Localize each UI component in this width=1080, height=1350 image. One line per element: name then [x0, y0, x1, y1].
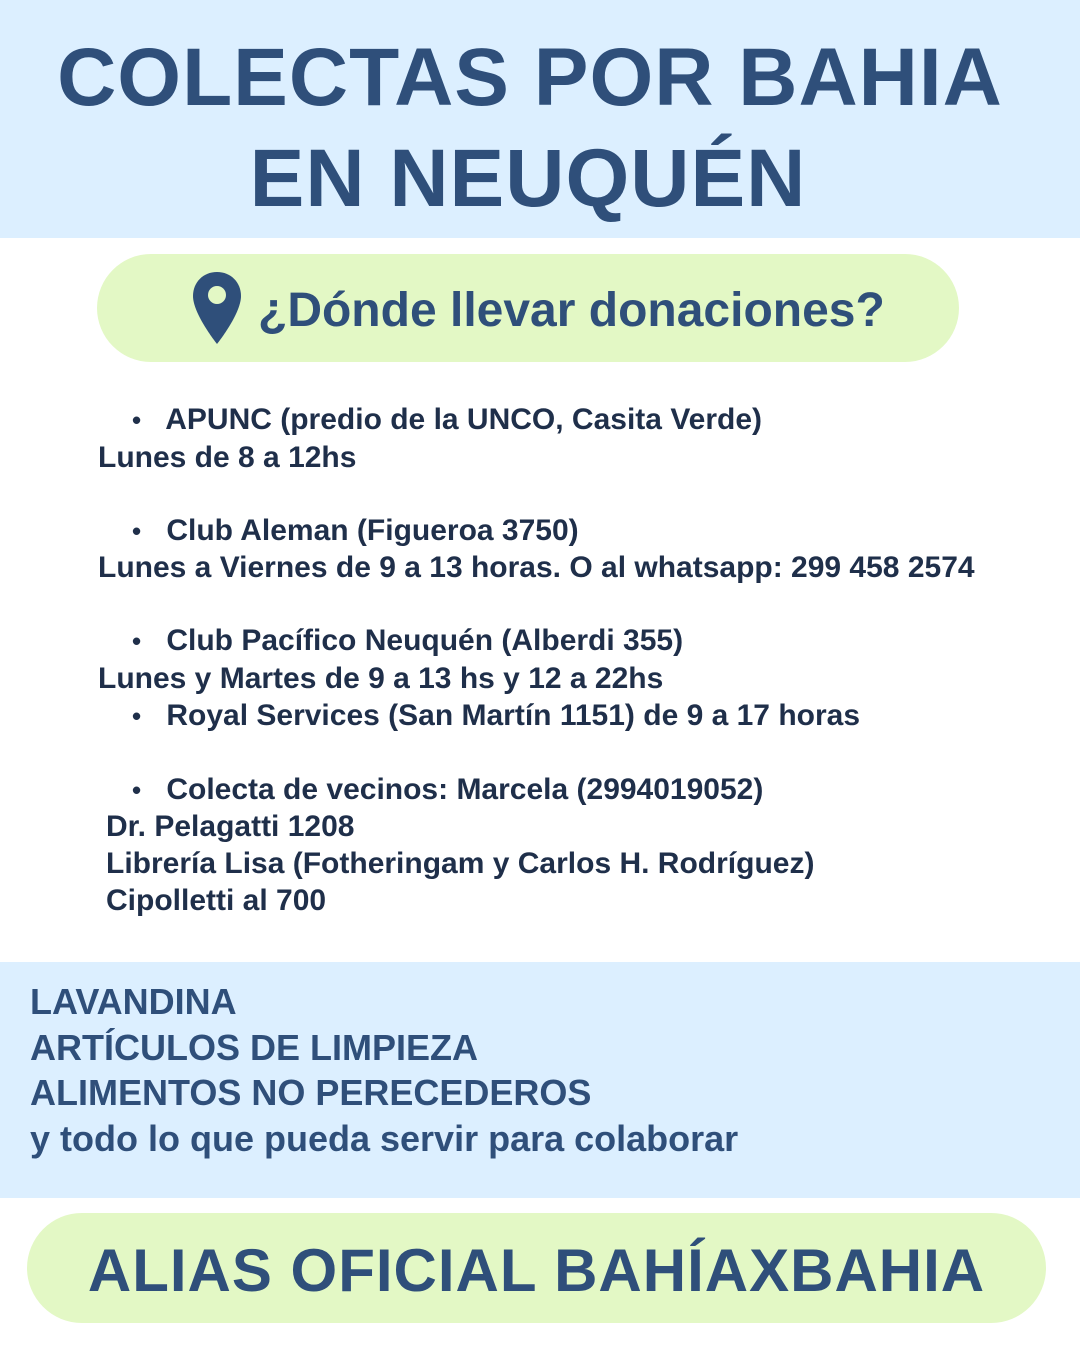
needed-item: ARTÍCULOS DE LIMPIEZA: [30, 1027, 478, 1068]
location-address: Librería Lisa (Fotheringam y Carlos H. Rodríguez): [106, 847, 815, 880]
location-address: Cipolletti al 700: [106, 884, 327, 917]
donation-location-heading: ¿Dónde llevar donaciones?: [258, 284, 885, 337]
location-name: Club Aleman (Figueroa 3750): [166, 514, 579, 547]
location-name: Royal Services (San Martín 1151) de 9 a 17 horas: [166, 699, 861, 732]
location-club-aleman: [132, 513, 579, 549]
location-name: APUNC (predio de la UNCO, Casita Verde): [165, 403, 763, 436]
location-club-aleman-hours: Lunes a Viernes de 9 a 13 horas. O al whatsapp: 299 458 2574: [98, 551, 975, 584]
location-name: Club Pacífico Neuquén (Alberdi 355): [166, 624, 684, 657]
page-title-line-2: EN NEUQUÉN: [249, 133, 807, 224]
needed-item: ALIMENTOS NO PERECEDEROS: [30, 1072, 592, 1113]
location-apunc-hours: Lunes de 8 a 12hs: [98, 441, 357, 474]
alias-label: ALIAS OFICIAL BAHÍAXBAHIA: [87, 1237, 986, 1304]
location-apunc: [132, 402, 762, 438]
location-club-pacifico-hours: Lunes y Martes de 9 a 13 hs y 12 a 22hs: [98, 662, 664, 695]
location-name: Colecta de vecinos: Marcela (2994019052): [166, 773, 764, 806]
location-address: Dr. Pelagatti 1208: [106, 810, 355, 843]
location-colecta-vecinos: [132, 772, 763, 808]
needed-item: LAVANDINA: [30, 981, 237, 1022]
page-title-line-1: COLECTAS POR BAHIA: [57, 32, 1003, 123]
needed-items-footer: y todo lo que pueda servir para colaborar: [30, 1118, 739, 1159]
location-club-pacifico: [132, 623, 683, 659]
location-royal-services: [132, 698, 860, 734]
map-pin-icon: [191, 270, 243, 346]
